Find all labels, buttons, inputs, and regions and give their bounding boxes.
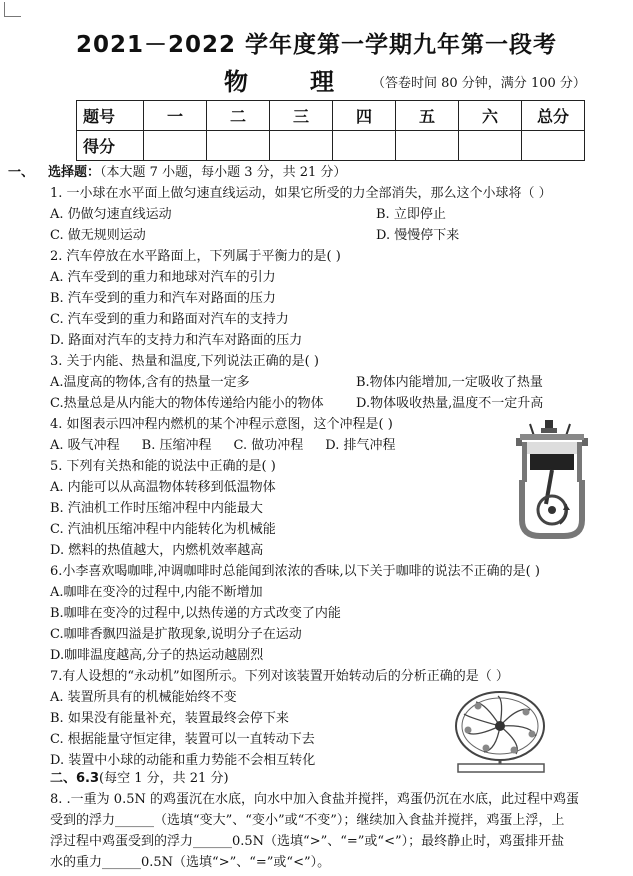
section2-desc: (每空 1 分，共 21 分) (99, 771, 229, 786)
q4-option-d: D. 排气冲程 (325, 438, 396, 453)
q1-option-c: C. 做无规则运动 (50, 228, 146, 243)
score-table-score-row (77, 131, 585, 161)
score-cell: 得分 (77, 131, 144, 161)
q4-options (50, 437, 395, 455)
q4-option-b: B. 压缩冲程 (141, 438, 212, 453)
q3-option-b: B.物体内能增加,一定吸收了热量 (356, 375, 543, 390)
exam-title: 2021－2022 学年度第一学期九年第一段考 (75, 32, 558, 58)
score-cell: 六 (459, 101, 522, 131)
q2-option-c: C. 汽车受到的重力和路面对汽车的支持力 (50, 312, 289, 327)
q5-option-c: C. 汽油机压缩冲程中内能转化为机械能 (50, 522, 276, 537)
q8-line-2: 受到的浮力______（选填“变大”、“变小”或“不变”）；继续加入食盐并搅拌，鸡蛋上浮，上 (50, 813, 565, 828)
q4-stem: 4. 如图表示四冲程内燃机的某个冲程示意图，这个冲程是( ) (50, 417, 393, 432)
q6-option-c: C.咖啡香飘四溢是扩散现象,说明分子在运动 (50, 627, 302, 642)
q1-option-b: B. 立即停止 (376, 207, 446, 222)
q7-option-d: D. 装置中小球的动能和重力势能不会相互转化 (50, 753, 316, 768)
q5-stem: 5. 下列有关热和能的说法中正确的是( ) (50, 459, 276, 474)
section1-desc: （本大题 7 小题，每小题 3 分，共 21 分） (100, 165, 347, 180)
score-cell[interactable] (522, 131, 585, 161)
score-cell[interactable] (333, 131, 396, 161)
score-cell: 三 (270, 101, 333, 131)
q2-option-a: A. 汽车受到的重力和地球对汽车的引力 (50, 270, 276, 285)
q5-option-b: B. 汽油机工作时压缩冲程中内能最大 (50, 501, 263, 516)
section2-title: 二、6.3 (50, 771, 100, 786)
score-cell: 总分 (522, 101, 585, 131)
q2-option-d: D. 路面对汽车的支持力和汽车对路面的压力 (50, 333, 303, 348)
score-table (76, 100, 585, 161)
score-cell: 二 (207, 101, 270, 131)
subject-char-1: 物 (224, 68, 250, 96)
perpetual-motion-wheel-figure (446, 690, 554, 776)
section1-num: 一、 (8, 165, 35, 180)
score-cell[interactable] (459, 131, 522, 161)
q5-option-d: D. 燃料的热值越大，内燃机效率越高 (50, 543, 264, 558)
q2-option-b: B. 汽车受到的重力和汽车对路面的压力 (50, 291, 276, 306)
score-table-header-row (77, 101, 585, 131)
q1-option-a: A. 仍做匀速直线运动 (50, 207, 172, 222)
q1-stem: 1. 一小球在水平面上做匀速直线运动，如果它所受的力全部消失，那么这个小球将（ ） (50, 186, 552, 201)
score-cell[interactable] (270, 131, 333, 161)
q3-option-c: C.热量总是从内能大的物体传递给内能小的物体 (50, 396, 324, 411)
q8-line-4: 水的重力______0.5N（选填“>”、“=”或“<”）。 (50, 855, 331, 870)
q4-option-c: C. 做功冲程 (233, 438, 304, 453)
q7-option-b: B. 如果没有能量补充，装置最终会停下来 (50, 711, 289, 726)
subject-char-2: 理 (310, 68, 336, 96)
section1-heading (8, 164, 346, 182)
score-cell: 题号 (77, 101, 144, 131)
q3-option-d: D.物体吸收热量,温度不一定升高 (356, 396, 544, 411)
q7-option-c: C. 根据能量守恒定律，装置可以一直转动下去 (50, 732, 315, 747)
section1-title: 选择题： (48, 165, 101, 180)
q1-option-d: D. 慢慢停下来 (376, 228, 460, 243)
q5-option-a: A. 内能可以从高温物体转移到低温物体 (50, 480, 276, 495)
subject-title (224, 62, 336, 97)
score-cell[interactable] (396, 131, 459, 161)
score-cell[interactable] (144, 131, 207, 161)
q3-stem: 3. 关于内能、热量和温度,下列说法正确的是( ) (50, 354, 319, 369)
q6-option-d: D.咖啡温度越高,分子的热运动越剧烈 (50, 648, 264, 663)
q7-stem: 7.有人设想的“永动机”如图所示。下列对该装置开始转动后的分析正确的是（ ） (50, 669, 509, 684)
q7-option-a: A. 装置所具有的机械能始终不变 (50, 690, 237, 705)
score-cell: 五 (396, 101, 459, 131)
exam-note: （答卷时间 80 分钟，满分 100 分） (372, 76, 586, 91)
q6-option-b: B.咖啡在变冷的过程中,以热传递的方式改变了内能 (50, 606, 341, 621)
corner-mark (4, 2, 21, 17)
q3-option-a: A.温度高的物体,含有的热量一定多 (50, 375, 250, 390)
q8-line-3: 浮过程中鸡蛋受到的浮力______0.5N（选填“>”、“=”或“<”）；最终静止时，鸡蛋排开盐 (50, 834, 565, 849)
q8-line-1: 8. .一重为 0.5N 的鸡蛋沉在水底，向水中加入食盐并搅拌，鸡蛋仍沉在水底，此过程中鸡蛋 (50, 792, 579, 807)
q4-option-a: A. 吸气冲程 (50, 438, 120, 453)
q6-option-a: A.咖啡在变冷的过程中,内能不断增加 (50, 585, 263, 600)
q2-stem: 2. 汽车停放在水平路面上，下列属于平衡力的是( ) (50, 249, 341, 264)
score-cell: 一 (144, 101, 207, 131)
section2-heading (50, 770, 229, 788)
score-cell: 四 (333, 101, 396, 131)
engine-cylinder-figure (510, 420, 594, 540)
score-cell[interactable] (207, 131, 270, 161)
q6-stem: 6.小李喜欢喝咖啡,冲调咖啡时总能闻到浓浓的香味,以下关于咖啡的说法不正确的是( ) (50, 564, 540, 579)
